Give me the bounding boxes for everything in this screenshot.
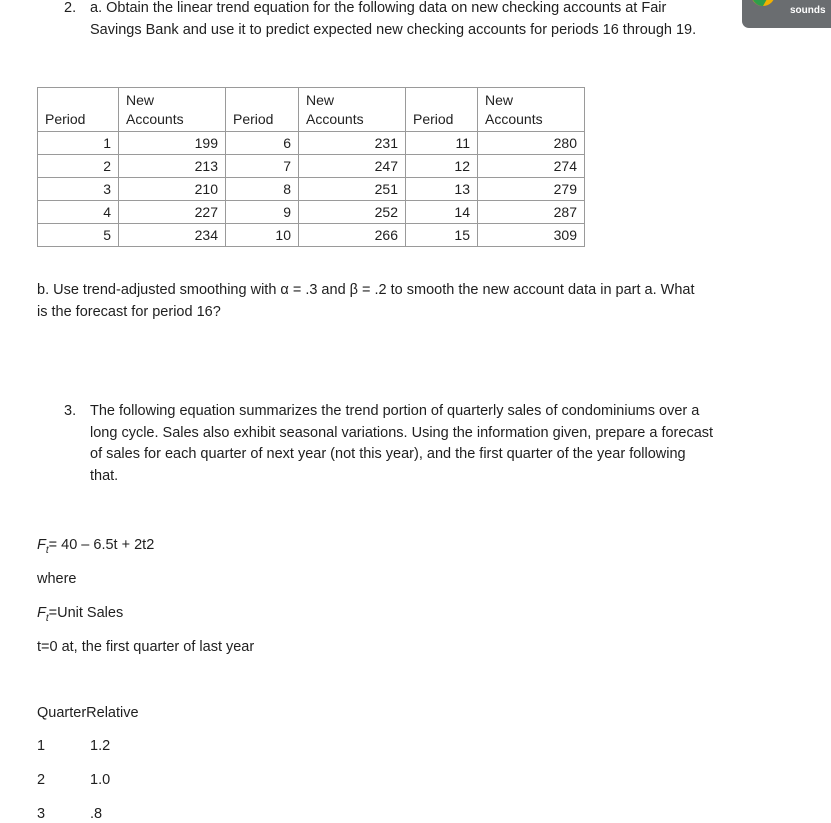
table-cell: 213: [119, 155, 226, 178]
relative-value: .8: [90, 806, 103, 822]
equation-rhs: = 40 – 6.5t + 2t2: [48, 537, 155, 553]
header-new-accounts: New Accounts: [119, 88, 226, 132]
table-cell: 1: [38, 132, 119, 155]
question-line: that.: [90, 467, 119, 484]
table-cell: 210: [119, 178, 226, 201]
table-cell: 11: [406, 132, 478, 155]
question-line: of sales for each quarter of next year (not this year), and the first quarter of the year following: [90, 446, 686, 462]
equation-variable: F: [37, 537, 46, 553]
notification-text: sounds: [790, 5, 826, 16]
table-cell: 2: [38, 155, 119, 178]
table-cell: 5: [38, 224, 119, 247]
table-cell: 10: [226, 224, 299, 247]
where-label: where: [37, 571, 77, 587]
equation-subscript: t: [45, 544, 49, 556]
accounts-table: [37, 87, 585, 247]
table-cell: 13: [406, 178, 478, 201]
t-definition: t=0 at, the first quarter of last year: [37, 639, 255, 655]
question-line: The following equation summarizes the trend portion of quarterly sales of condominiums over a: [90, 403, 700, 419]
table-row: [38, 155, 585, 178]
definition-variable: F: [37, 605, 46, 621]
table-cell: 12: [406, 155, 478, 178]
header-new-accounts: New Accounts: [299, 88, 406, 132]
relatives-header: QuarterRelative: [37, 705, 139, 721]
chrome-icon: [750, 0, 776, 8]
ft-definition: [37, 603, 123, 629]
question-text: [90, 401, 713, 487]
table-cell: 7: [226, 155, 299, 178]
table-cell: 15: [406, 224, 478, 247]
table-cell: 280: [478, 132, 585, 155]
question-2b: [37, 280, 757, 323]
question-line: is the forecast for period 16?: [37, 303, 221, 320]
notification-toast[interactable]: [742, 0, 831, 28]
table-row: [38, 132, 585, 155]
question-line: long cycle. Sales also exhibit seasonal variations. Using the information given, prepare a forecast: [90, 424, 714, 441]
question-line: b. Use trend-adjusted smoothing with α = .3 and β = .2 to smooth the new account data in part a. What: [37, 282, 695, 298]
table-cell: 279: [478, 178, 585, 201]
definition-text: =Unit Sales: [48, 605, 124, 621]
header-new-accounts: New Accounts: [478, 88, 585, 132]
question-number: 3.: [64, 403, 77, 419]
table-cell: 252: [299, 201, 406, 224]
quarter-number: 2: [37, 772, 46, 788]
table-cell: 6: [226, 132, 299, 155]
table-row: [38, 224, 585, 247]
table-cell: 9: [226, 201, 299, 224]
table-row: [38, 201, 585, 224]
question-text: [90, 0, 696, 41]
table-cell: 234: [119, 224, 226, 247]
relative-value: 1.0: [90, 772, 111, 788]
table-row: [38, 178, 585, 201]
quarter-number: 3: [37, 806, 46, 822]
question-line: Savings Bank and use it to predict expected new checking accounts for periods 16 through 19.: [90, 21, 697, 38]
table-cell: 3: [38, 178, 119, 201]
table-cell: 199: [119, 132, 226, 155]
table-cell: 266: [299, 224, 406, 247]
question-line: a. Obtain the linear trend equation for the following data on new checking accounts at Fair: [90, 0, 667, 16]
table-cell: 227: [119, 201, 226, 224]
table-cell: 251: [299, 178, 406, 201]
header-period: Period: [38, 88, 119, 132]
table-cell: 309: [478, 224, 585, 247]
relative-value: 1.2: [90, 738, 111, 754]
table-cell: 247: [299, 155, 406, 178]
definition-subscript: t: [45, 612, 49, 624]
header-period: Period: [226, 88, 299, 132]
table-cell: 231: [299, 132, 406, 155]
table-cell: 4: [38, 201, 119, 224]
table-cell: 274: [478, 155, 585, 178]
table-cell: 287: [478, 201, 585, 224]
table-cell: 14: [406, 201, 478, 224]
trend-equation: [37, 535, 154, 561]
question-number: 2.: [64, 0, 77, 16]
table-cell: 8: [226, 178, 299, 201]
quarter-number: 1: [37, 738, 46, 754]
header-period: Period: [406, 88, 478, 132]
table-header-row: [38, 88, 585, 132]
